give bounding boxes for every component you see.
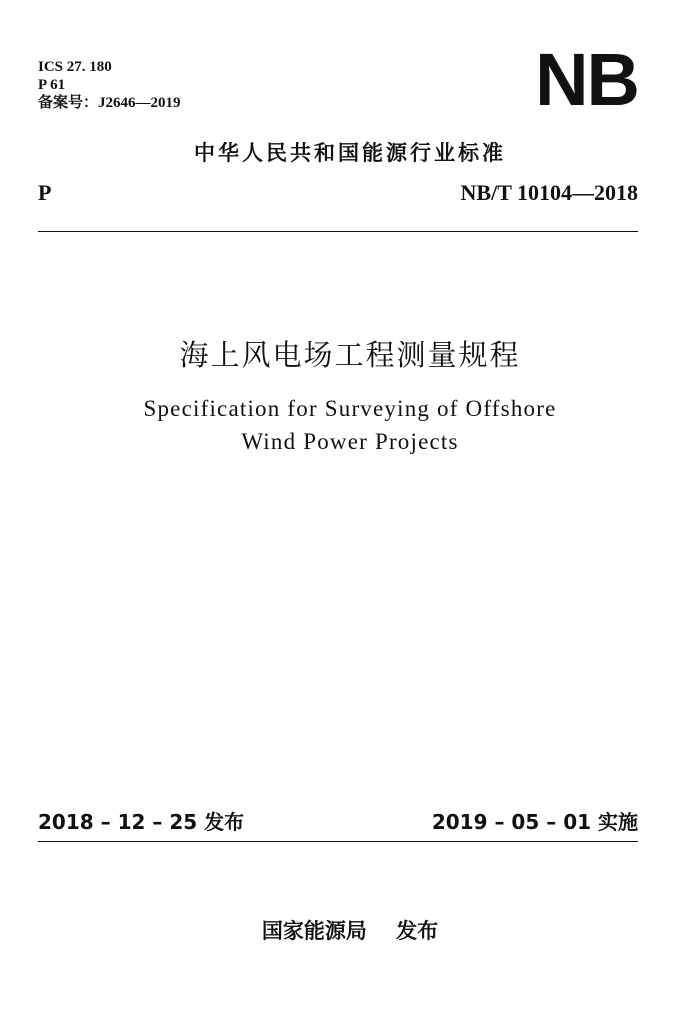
bottom-divider: [38, 841, 638, 842]
standard-number: NB/T 10104—2018: [460, 180, 638, 205]
nb-logo: NB: [535, 38, 638, 121]
filing-number: 备案号：J2646—2019: [38, 95, 181, 111]
top-divider: [38, 231, 638, 232]
title-english-line-1: Specification for Surveying of Offshore: [143, 396, 557, 421]
publisher: 国家能源局 发布: [261, 919, 439, 943]
ics-code: ICS 27. 180: [38, 59, 112, 75]
standard-type-heading: 中华人民共和国能源行业标准: [194, 141, 506, 165]
ccs-code: P 61: [38, 77, 66, 93]
implementation-date: 2019 – 05 – 01 实施: [431, 810, 638, 834]
issue-date: 2018 – 12 – 25 发布: [38, 810, 245, 834]
title-chinese: 海上风电场工程测量规程: [179, 338, 521, 372]
standard-category: P: [38, 180, 52, 205]
title-english-line-2: Wind Power Projects: [241, 429, 459, 454]
